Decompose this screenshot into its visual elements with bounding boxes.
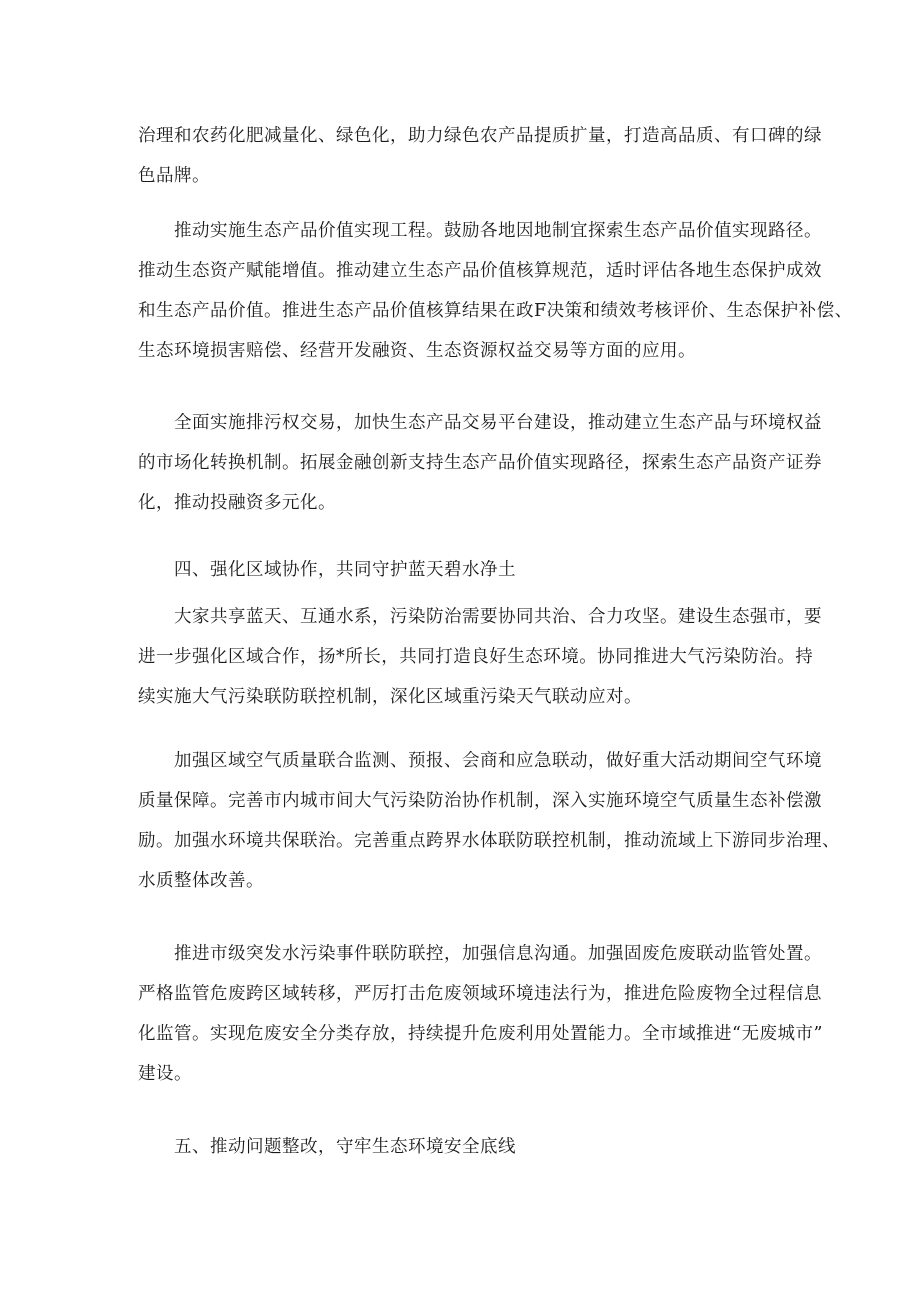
text-line: 严格监管危废跨区域转移，严厉打击危废领域环境违法行为，推进危险废物全过程信息 xyxy=(138,984,822,1004)
text-line: 化，推动投融资多元化。 xyxy=(138,493,336,513)
paragraph-eco-value-project xyxy=(138,211,853,371)
text-line: 和生态产品价值。推进生态产品价值核算结果在政F决策和绩效考核评价、生态保护补偿、 xyxy=(138,301,853,321)
text-line: 水质整体改善。 xyxy=(138,871,264,891)
section-heading-5: 五、推动问题整改，守牢生态环境安全底线 xyxy=(174,1137,516,1157)
paragraph-regional-cooperation xyxy=(138,597,822,717)
text-line: 治理和农药化肥减量化、绿色化，助力绿色农产品提质扩量，打造高品质、有口碑的绿 xyxy=(138,126,822,146)
text-line: 进一步强化区域合作，扬*所长，共同打造良好生态环境。协同推进大气污染防治。持 xyxy=(138,647,814,667)
paragraph-emission-trading xyxy=(138,403,822,523)
text-line: 的市场化转换机制。拓展金融创新支持生态产品价值实现路径，探索生态产品资产证券 xyxy=(138,453,822,473)
text-line: 质量保障。完善市内城市间大气污染防治协作机制，深入实施环境空气质量生态补偿激 xyxy=(138,791,822,811)
text-line: 续实施大气污染联防联控机制，深化区域重污染天气联动应对。 xyxy=(138,687,642,707)
section-heading-4: 四、强化区域协作，共同守护蓝天碧水净土 xyxy=(174,560,516,580)
text-line: 推进市级突发水污染事件联防联控，加强信息沟通。加强固废危废联动监管处置。 xyxy=(174,944,822,964)
paragraph-air-quality xyxy=(138,741,840,901)
text-line: 励。加强水环境共保联治。完善重点跨界水体联防联控机制，推动流域上下游同步治理、 xyxy=(138,831,840,851)
text-line: 推动实施生态产品价值实现工程。鼓励各地因地制宜探索生态产品价值实现路径。 xyxy=(174,221,822,241)
text-line: 推动生态资产赋能增值。推动建立生态产品价值核算规范，适时评估各地生态保护成效 xyxy=(138,261,822,281)
text-line: 建设。 xyxy=(138,1064,192,1084)
paragraph-green-brand xyxy=(138,116,822,196)
text-line: 色品牌。 xyxy=(138,166,210,186)
text-line: 大家共享蓝天、互通水系，污染防治需要协同共治、合力攻坚。建设生态强市，要 xyxy=(174,607,822,627)
text-line: 生态环境损害赔偿、经营开发融资、生态资源权益交易等方面的应用。 xyxy=(138,341,696,361)
text-line: 化监管。实现危废安全分类存放，持续提升危废利用处置能力。全市域推进“无废城市” xyxy=(138,1024,823,1044)
text-line: 加强区域空气质量联合监测、预报、会商和应急联动，做好重大活动期间空气环境 xyxy=(174,751,822,771)
text-line: 全面实施排污权交易，加快生态产品交易平台建设，推动建立生态产品与环境权益 xyxy=(174,413,822,433)
paragraph-waste-control xyxy=(138,934,823,1094)
